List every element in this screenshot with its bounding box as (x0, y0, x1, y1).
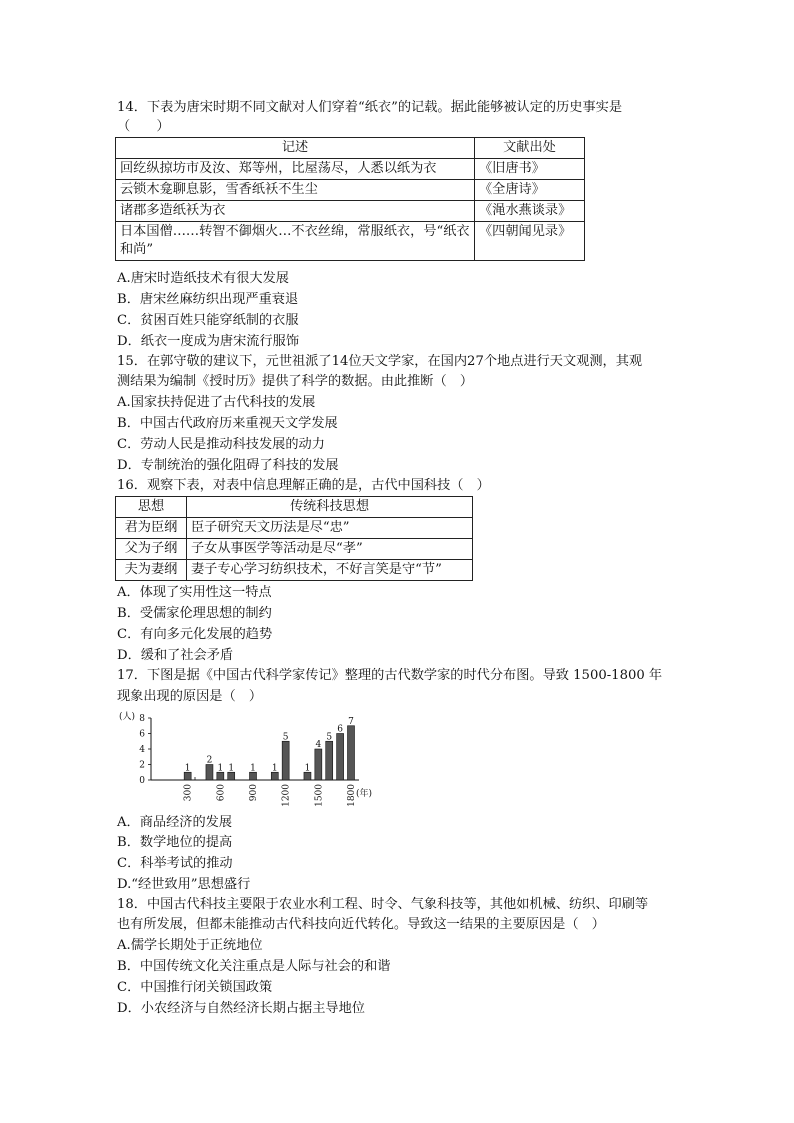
q17-stem-line1: 17．下图是据《中国古代科学家传记》整理的古代数学家的时代分布图。导致 1500-1800 年 (117, 668, 663, 683)
y-axis-label: (人) (119, 712, 136, 722)
x-tick-label: 300 (183, 784, 194, 802)
x-tick-label: 900 (249, 784, 259, 802)
table-cell: 妻子专心学习纺织技术，不好言笑是守“节” (187, 560, 473, 581)
q14-option-b[interactable]: B．唐宋丝麻纺织出现严重衰退 (117, 292, 299, 307)
bar-value-label: 1 (217, 763, 224, 774)
table-header: 思想 (116, 497, 187, 518)
x-tick-label: 1200 (281, 784, 292, 807)
q17-stem-line2: 现象出现的原因是（ ） (117, 689, 263, 704)
table-header: 记述 (116, 138, 475, 159)
q18-stem-line1: 18．中国古代科技主要限于农业水利工程、时令、气象科技等，其他如机械、纺织、印刷等 (117, 897, 649, 912)
q18-option-d[interactable]: D．小农经济与自然经济长期占据主导地位 (117, 1001, 365, 1016)
bar (206, 765, 213, 781)
table-cell: 夫为妻纲 (116, 560, 187, 581)
bar-value-label: 5 (326, 732, 333, 743)
bar-value-label: 6 (337, 724, 343, 735)
q18-stem-line2: 也有所发展，但都未能推动古代科技向近代转化。导致这一结果的主要原因是（ ） (117, 917, 605, 932)
bar-value-label: 7 (348, 716, 354, 727)
q16-stem: 16．观察下表，对表中信息理解正确的是，古代中国科技（ ） (117, 478, 490, 493)
q15-option-c[interactable]: C．劳动人民是推动科技发展的动力 (117, 437, 325, 452)
table-cell: 《全唐诗》 (475, 180, 585, 201)
table-cell: 云锁木龛聊息影，雪香纸袄不生尘 (116, 180, 475, 201)
table-cell: 君为臣纲 (116, 518, 187, 539)
table-cell: 回纥纵掠坊市及汝、郑等州，比屋荡尽，人悉以纸为衣 (116, 159, 475, 180)
q14-stem-line2: （ ） (117, 119, 170, 134)
q17-option-b[interactable]: B．数学地位的提高 (117, 835, 233, 850)
bar (326, 741, 333, 780)
table-header: 传统科技思想 (187, 497, 473, 518)
bar-value-label: 4 (315, 740, 322, 750)
bar (337, 734, 344, 781)
bar-value-label: 1 (304, 763, 311, 774)
x-tick-label: 1800 (347, 784, 357, 807)
bar (271, 772, 278, 780)
q14-option-c[interactable]: C．贫困百姓只能穿纸制的衣服 (117, 313, 299, 328)
q16-option-c[interactable]: C．有向多元化发展的趋势 (117, 627, 273, 642)
q14-option-a[interactable]: A.唐宋时造纸技术有很大发展 (117, 271, 289, 286)
bar (228, 772, 235, 780)
q15-option-a[interactable]: A.国家扶持促进了古代科技的发展 (117, 395, 316, 410)
bar-value-label: 1 (271, 763, 278, 774)
bar (304, 772, 311, 780)
table-cell: 父为子纲 (116, 539, 187, 560)
y-tick-label: 8 (139, 714, 145, 724)
q17-option-d[interactable]: D.“经世致用”思想盛行 (117, 877, 251, 892)
q18-option-b[interactable]: B．中国传统文化关注重点是人际与社会的和谐 (117, 959, 391, 974)
table-cell: 诸郡多造纸袄为衣 (116, 201, 475, 222)
bar (315, 749, 322, 780)
bar-value-label: 5 (282, 732, 289, 743)
q16-option-d[interactable]: D．缓和了社会矛盾 (117, 648, 234, 663)
table-cell: 子女从事医学等活动是尽“孝” (187, 539, 473, 560)
q18-option-c[interactable]: C．中国推行闭关锁国政策 (117, 980, 273, 995)
table-cell: 日本国僧……转智不御烟火…不衣丝绵，常服纸衣，号“纸衣和尚” (116, 222, 475, 261)
q15-stem-line2: 测结果为编制《授时历》提供了科学的数据。由此推断（ ） (117, 374, 474, 389)
y-tick-label: 6 (139, 729, 145, 740)
bar (217, 772, 224, 780)
q15-stem-line1: 15．在郭守敬的建议下，元世祖派了14位天文学家，在国内27个地点进行天文观测，其观 (117, 354, 643, 369)
y-tick-label: 2 (139, 760, 145, 771)
bar-value-label: 1 (228, 763, 235, 774)
bar (184, 772, 191, 780)
y-tick-label: 4 (139, 745, 145, 755)
table-header: 文献出处 (475, 138, 585, 159)
y-tick-label: 0 (139, 776, 145, 786)
table-cell: 《四朝闻见录》 (475, 222, 585, 261)
x-axis-label: (年) (356, 789, 373, 799)
q16-option-b[interactable]: B．受儒家伦理思想的制约 (117, 606, 272, 621)
table-cell: 《渑水燕谈录》 (475, 201, 585, 222)
x-tick-label: 600 (216, 784, 227, 802)
q17-option-c[interactable]: C．科举考试的推动 (117, 856, 233, 871)
q15-option-b[interactable]: B．中国古代政府历来重视天文学发展 (117, 416, 338, 431)
bar (282, 741, 289, 780)
bar-value-label: 1 (250, 763, 256, 774)
q16-option-a[interactable]: A．体现了实用性这一特点 (117, 585, 272, 600)
table-cell: 臣子研究天文历法是尽“忠” (187, 518, 473, 539)
bar-value-label: 2 (206, 755, 213, 766)
bar-value-label: 1 (184, 763, 191, 774)
q17-option-a[interactable]: A．商品经济的发展 (117, 815, 233, 830)
table-cell: 《旧唐书》 (475, 159, 585, 180)
q18-option-a[interactable]: A.儒学长期处于正统地位 (117, 938, 263, 953)
q15-option-d[interactable]: D．专制统治的强化阻碍了科技的发展 (117, 458, 339, 473)
bar (250, 772, 257, 780)
x-tick-label: 1500 (314, 784, 325, 807)
q16-table (115, 496, 473, 581)
mathematician-distribution-chart (115, 708, 375, 808)
q14-stem-line1: 14．下表为唐宋时期不同文献对人们穿着“纸衣”的记载。据此能够被认定的历史事实是 (117, 100, 623, 115)
q14-table (115, 137, 585, 261)
q14-option-d[interactable]: D．纸衣一度成为唐宋流行服饰 (117, 334, 300, 349)
bar (348, 726, 355, 780)
